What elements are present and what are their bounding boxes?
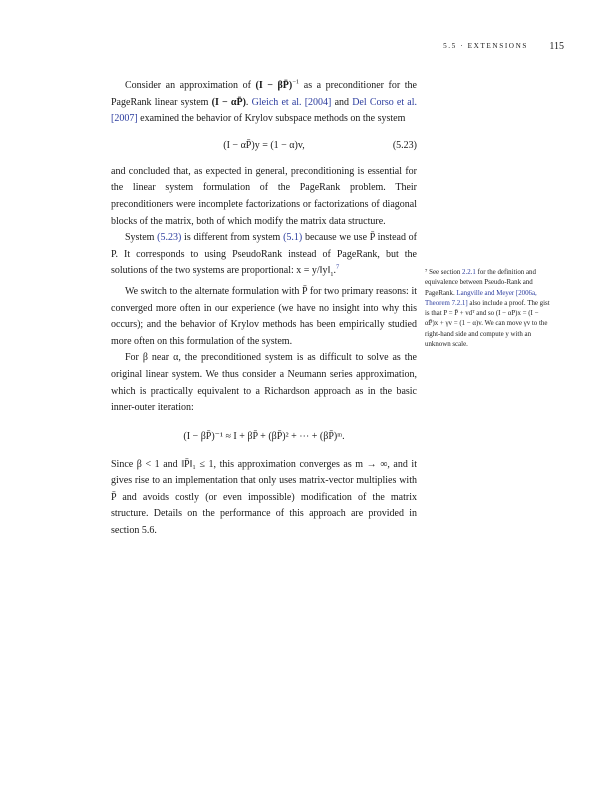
citation-gleich-2004[interactable]: Gleich et al. [2004] [251,96,332,108]
paragraph-3: System (5.23) is different from system (5.1) because we use P̄ instead of P. It corresponds to using PseudoRank instead of PageRank, but the solutions of the two systems are proportional: $x = y/‖y‖_1.^7$ [111,232,418,279]
paragraph-4: We switch to the alternate formulation with P̄ for two primary reasons: it converged more often in our experience (we have no insight into why this occurs); and the behavior of Krylov methods has been empirically studied more often on this formulation of the system. [111,285,417,347]
paragraph-6: Since β < 1 and ‖P̄‖₁ ≤ 1, this approximation converges as m → ∞, and it gives rise to an implementation that only uses matrix-vector multiplies with P̄ and avoids costly (or even impossible) modification of the matrix structure. Details on the performance of this approach are provided in section 5.6. [111,458,417,537]
main-text-column [111,78,417,540]
equation-5-23-body: (I − αP̄)y = (1 − α)v, [223,139,305,151]
paragraph-2: and concluded that, as expected in general, preconditioning is essential for the linear system formulation of the PageRank problem. Their preconditioners were incomplete factorizations or factorizations of diagonal blocks of the matrix, both of which modify the matrix data structure. [111,165,417,227]
paragraph-5: For β near α, the preconditioned system is as difficult to solve as the original linear system. We thus consider a Neumann series approximation, which is practically equivalent to a Richardson approach as in the basic inner-outer iteration: [111,352,417,414]
equation-number: (5.23) [392,139,417,151]
citation-del-corso-2007[interactable]: Del Corso et al. [2007] [111,96,417,125]
equation-5-23 [111,128,417,164]
section-ref-2-2-1[interactable]: 2.2.1 [462,269,476,276]
citation-langville-meyer[interactable]: Langville and Meyer [2006a, Theorem 7.2.1] [425,289,537,307]
equation-ref-5-1[interactable]: (5.1) [283,232,303,244]
page-number: 115 [549,41,564,52]
sidenote-7: ⁷ See section 2.2.1 for the definition and equivalence between Pseudo-Rank and PageRank. Langville and Meyer [2006a, Theorem 7.2.1] also include a proof. The gist is that P = P̄ + vdᵀ and so (I − αP)x = (I − αP̄)x + γv = (1 − α)v. We can move γv to the right-hand side and compute y with an unknown scale. [425,269,550,349]
equation-ref-5-23[interactable]: (5.23) [157,232,182,244]
footnote-marker-7[interactable]: 7 [336,264,340,272]
running-head: 5.5 · EXTENSIONS [443,42,528,50]
equation-neumann-series: (I − βP̄)⁻¹ ≈ I + βP̄ + (βP̄)² + ⋯ + (βP̄)ᵐ. [183,430,345,442]
page-header [0,42,612,56]
paragraph-1: Consider an approximation of (I − βP̄)$^{-1}$ as a preconditioner for the PageRank linear system (I − αP̄). Gleich et al. [2004] and Del Corso et al. [2007] examined the behavior of Krylov subspace methods on the system [111,78,417,125]
